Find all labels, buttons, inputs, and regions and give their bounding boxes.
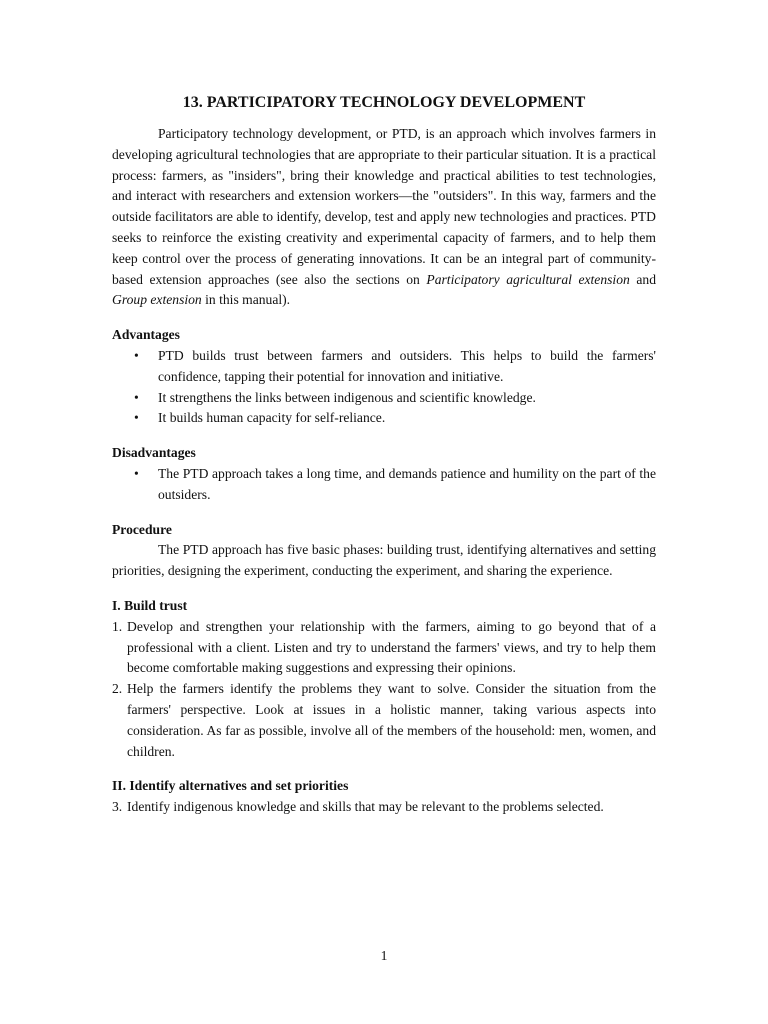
procedure-step — [112, 797, 656, 818]
step-number: 2. — [112, 681, 123, 697]
intro-text-before: Participatory technology development, or PTD, is an approach which involves farmers in developing agricultural technologies that are appropriate to their particular situation. It is a practical process: farmers, as "insiders", bring their knowledge and practical abilities to test technologies, and interact with researchers and extension workers—the "outsiders". In this way, farmers and the outside facilitators are able to identify, develop, test and apply new technologies and practices. PTD seeks to reinforce the existing creativity and experimental capacity of farmers, and to help them keep control over the process of generating innovations. It can be an integral part of community-based extension approaches (see also the sections on — [112, 126, 656, 287]
step-text: Develop and strengthen your relationship with the farmers, aiming to go beyond that of a professional with a client. Listen and try to understand the farmers' views, and try to help them become comfortable making suggestions and expressing their opinions. — [127, 618, 656, 676]
phase-1-steps — [112, 617, 656, 763]
disadvantages-heading: Disadvantages — [112, 445, 196, 461]
page-title: 13. PARTICIPATORY TECHNOLOGY DEVELOPMENT — [182, 94, 586, 111]
intro-paragraph — [112, 124, 656, 311]
page-content — [112, 92, 656, 818]
phase-2-heading: II. Identify alternatives and set priorities — [112, 778, 349, 794]
step-number: 1. — [112, 618, 123, 634]
advantage-item: • It builds human capacity for self-reliance. — [112, 408, 656, 429]
step-text: Help the farmers identify the problems they want to solve. Consider the situation from the farmers' perspective. Look at issues in a holistic manner, taking various aspects into consideration. As far as possible, involve all of the members of the household: men, women, and children. — [127, 681, 656, 759]
procedure-paragraph: The PTD approach has five basic phases: building trust, identifying alternatives and setting priorities, designing the experiment, conducting the experiment, and sharing the experience. — [112, 542, 656, 579]
intro-reference-group-extension: Group extension — [112, 292, 202, 308]
step-text: Identify indigenous knowledge and skills that may be relevant to the problems selected. — [127, 799, 604, 815]
intro-reference-participatory-extension: Participatory agricultural extension — [426, 271, 630, 287]
disadvantages-list — [112, 464, 656, 506]
procedure-heading: Procedure — [112, 521, 172, 537]
advantages-heading: Advantages — [112, 327, 180, 343]
advantage-item: • It strengthens the links between indigenous and scientific knowledge. — [112, 388, 656, 409]
intro-text-after: in this manual). — [201, 292, 291, 308]
page-number: 1 — [380, 948, 388, 963]
phase-2-steps — [112, 797, 656, 818]
procedure-step — [112, 679, 656, 762]
advantages-list — [112, 346, 656, 429]
step-number: 3. — [112, 799, 123, 815]
disadvantage-item: • The PTD approach takes a long time, and demands patience and humility on the part of the outsiders. — [112, 464, 656, 506]
intro-text-between: and — [629, 271, 656, 287]
advantage-item: • PTD builds trust between farmers and outsiders. This helps to build the farmers' confidence, tapping their potential for innovation and initiative. — [112, 346, 656, 388]
procedure-step — [112, 617, 656, 679]
phase-1-heading: I. Build trust — [112, 597, 188, 613]
